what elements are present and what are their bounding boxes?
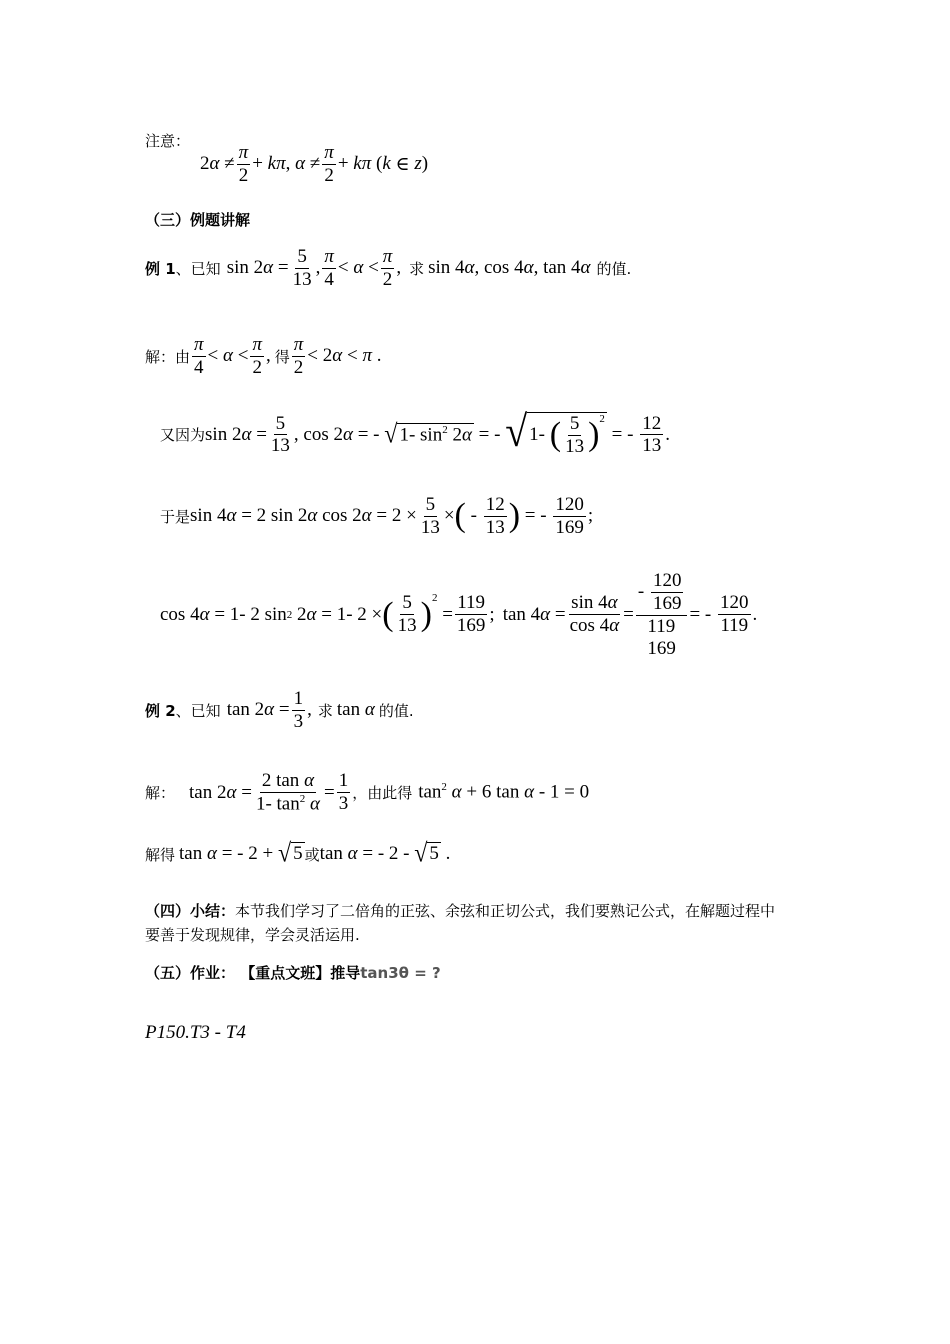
homework-pages: P150.T3 - T4: [145, 1022, 246, 1043]
homework: [145, 962, 441, 983]
summary-text1: 本节我们学习了二倍角的正弦、余弦和正切公式，我们要熟记公式，在解题过程中: [235, 902, 776, 920]
solution2-solve: 解得: [145, 845, 176, 864]
note-label: 注意：: [145, 132, 191, 150]
example1-given: 、已知: [175, 259, 221, 278]
solution1-sin4a: 于是 sin 4 α = 2 sin 2 α cos 2 α = 2 × $\frac{5}{13}$ × ( - $\frac{12}{13}$ ) = - $\frac{120}{169}$ ;: [160, 494, 594, 538]
example1-target: sin 4α, cos 4α, tan 4α: [428, 257, 591, 279]
homework-formula: tan3θ = ?: [360, 964, 441, 982]
homework-title: （五）作业：: [145, 964, 236, 982]
solution2-roots: 解得 tan α = - 2 + √ 5 或 tan α = - 2 - √ 5 .: [145, 839, 451, 869]
solution1-cos2a: 又因为 sin 2 α = $\frac{5}{13}$ , cos 2 α = - √ 1- $\sin^2 2\alpha$ = - √ 1- ( $\frac{5}{13}$ ) 2 = - $\frac{12}{13}$ .: [160, 406, 670, 457]
solution1-also: 又因为: [160, 426, 206, 445]
summary-line2: 要善于发现规律，学会灵活运用.: [145, 926, 360, 944]
solution2-or: 或: [304, 845, 320, 864]
example1: [145, 246, 631, 291]
summary-line1: [145, 900, 775, 921]
homework-bracket: 【重点文班】推导: [240, 964, 361, 982]
example1-condition: sin 2 α = $\frac{5}{13}$ , $\frac{\pi}{4}$ < α < $\frac{\pi}{2}$ ,: [226, 246, 402, 290]
solution1-get: 得: [274, 347, 290, 366]
example2-tail: 的值.: [378, 701, 414, 720]
example2-label: 例 2: [145, 701, 176, 720]
solution1-cos4a-tan4a: cos 4 α = 1- 2 sin 2 2 α = 1- 2 × ( $\frac{5}{13}$ ) 2 = $\frac{119}{169}$ ; tan 4 α = $\frac{\sin 4\alpha}{\cos 4\alpha}$ = - $\frac{120}{169}$ 119 169 = - $\frac{120}{119}$ .: [160, 570, 758, 659]
example1-label: 例 1: [145, 259, 176, 278]
solution2-label: 解：: [145, 784, 176, 802]
example2-ask: 求: [317, 701, 333, 720]
example1-ask: 求: [409, 259, 425, 278]
solution1-range: 解：由 $\frac{\pi}{4}$ < α < $\frac{\pi}{2}$ , 得 $\frac{\pi}{2}$ < 2 α < π .: [145, 334, 382, 378]
summary-title: （四）小结：: [145, 902, 236, 920]
example2: 例 2 、已知 tan 2 α = $\frac{1}{3}$ , 求 tan α 的值.: [145, 688, 414, 732]
solution2-from: ，由此得: [352, 784, 413, 802]
solution1-label: 解：由: [145, 347, 191, 366]
solution1-hence: 于是: [160, 507, 191, 526]
section3-title: （三）例题讲解: [145, 211, 251, 229]
example1-tail: 的值.: [596, 259, 632, 278]
solution2-equation: 解： tan 2 α = $\frac{\text{2 tan α}}{1- \tan^2 \alpha}$ = $\frac{1}{3}$ ，由此得 $\tan^2 \alpha + 6$ tan α - 1 = 0: [145, 770, 590, 815]
note-formula: 2 α ≠ $\frac{\pi}{2}$ + kπ , α ≠ $\frac{\pi}{2}$ + kπ ( k ∈ z ): [200, 142, 429, 186]
example2-given: 、已知: [175, 701, 221, 720]
